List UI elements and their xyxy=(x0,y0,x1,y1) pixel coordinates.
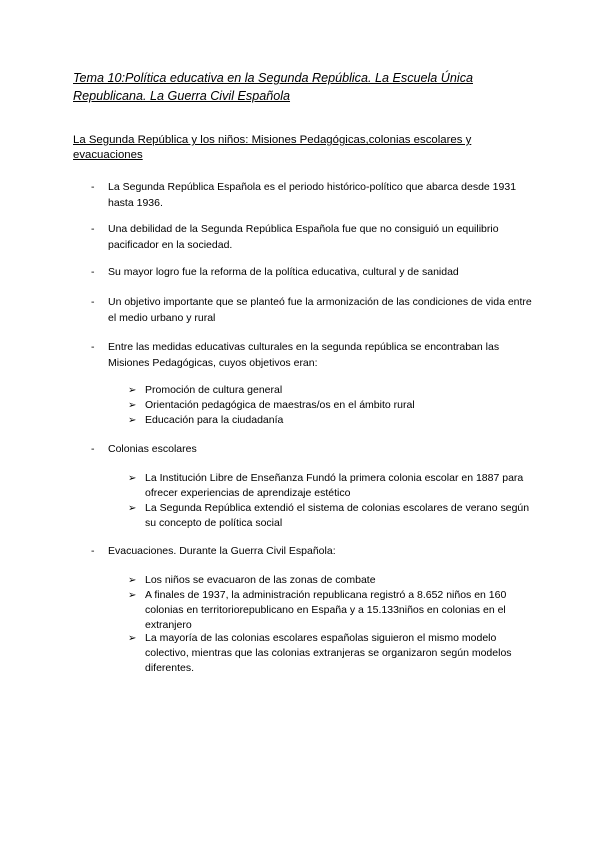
bullet-dash: - xyxy=(91,266,95,278)
bullet-dash: - xyxy=(91,296,95,308)
list-item: La Segunda República Española es el periodo histórico-político que abarca desde 1931 hasta 1936. xyxy=(108,181,517,209)
list-item: Una debilidad de la Segunda República Española fue que no consiguió un equilibrio pacificador en la sociedad. xyxy=(108,223,499,251)
sub-list-item: La Institución Libre de Enseñanza Fundó la primera colonia escolar en 1887 para ofrecer experiencias de aprendizaje estético xyxy=(145,472,524,499)
arrow-bullet-icon: ➢ xyxy=(128,575,137,586)
sub-list-item: Orientación pedagógica de maestras/os en el ámbito rural xyxy=(145,399,415,411)
list-item: Colonias escolares xyxy=(108,443,197,455)
sub-list-item: Los niños se evacuaron de las zonas de combate xyxy=(145,574,376,586)
list-item: Evacuaciones. Durante la Guerra Civil Española: xyxy=(108,545,336,557)
section-heading: La Segunda República y los niños: Misiones Pedagógicas,colonias escolares y evacuaciones xyxy=(73,134,472,161)
arrow-bullet-icon: ➢ xyxy=(128,385,137,396)
list-item: Un objetivo importante que se planteó fue la armonización de las condiciones de vida entre el medio urbano y rural xyxy=(108,296,532,324)
bullet-dash: - xyxy=(91,181,95,193)
arrow-bullet-icon: ➢ xyxy=(128,503,137,514)
sub-list-item: Promoción de cultura general xyxy=(145,384,283,396)
page-title: Tema 10:Política educativa en la Segunda República. La Escuela Única Republicana. La Guerra Civil Española xyxy=(73,71,473,103)
arrow-bullet-icon: ➢ xyxy=(128,415,137,426)
sub-list-item: A finales de 1937, la administración republicana registró a 8.652 niños en 160 colonias en territoriorepublicano en España y a 15.133niños en colonias en el extranjero xyxy=(145,589,507,631)
bullet-dash: - xyxy=(91,223,95,235)
bullet-dash: - xyxy=(91,443,95,455)
arrow-bullet-icon: ➢ xyxy=(128,400,137,411)
list-item: Entre las medidas educativas culturales en la segunda república se encontraban las Misiones Pedagógicas, cuyos objetivos eran: xyxy=(108,341,500,369)
list-item: Su mayor logro fue la reforma de la política educativa, cultural y de sanidad xyxy=(108,266,459,278)
arrow-bullet-icon: ➢ xyxy=(128,473,137,484)
sub-list-item: La Segunda República extendió el sistema de colonias escolares de verano según su concepto de política social xyxy=(145,502,530,529)
arrow-bullet-icon: ➢ xyxy=(128,590,137,601)
bullet-dash: - xyxy=(91,341,95,353)
sub-list-item: Educación para la ciudadanía xyxy=(145,414,284,426)
sub-list-item: La mayoría de las colonias escolares españolas siguieron el mismo modelo colectivo, mientras que las colonias extranjeras se organizaron según modelos diferentes. xyxy=(145,632,512,674)
bullet-dash: - xyxy=(91,545,95,557)
arrow-bullet-icon: ➢ xyxy=(128,633,137,644)
